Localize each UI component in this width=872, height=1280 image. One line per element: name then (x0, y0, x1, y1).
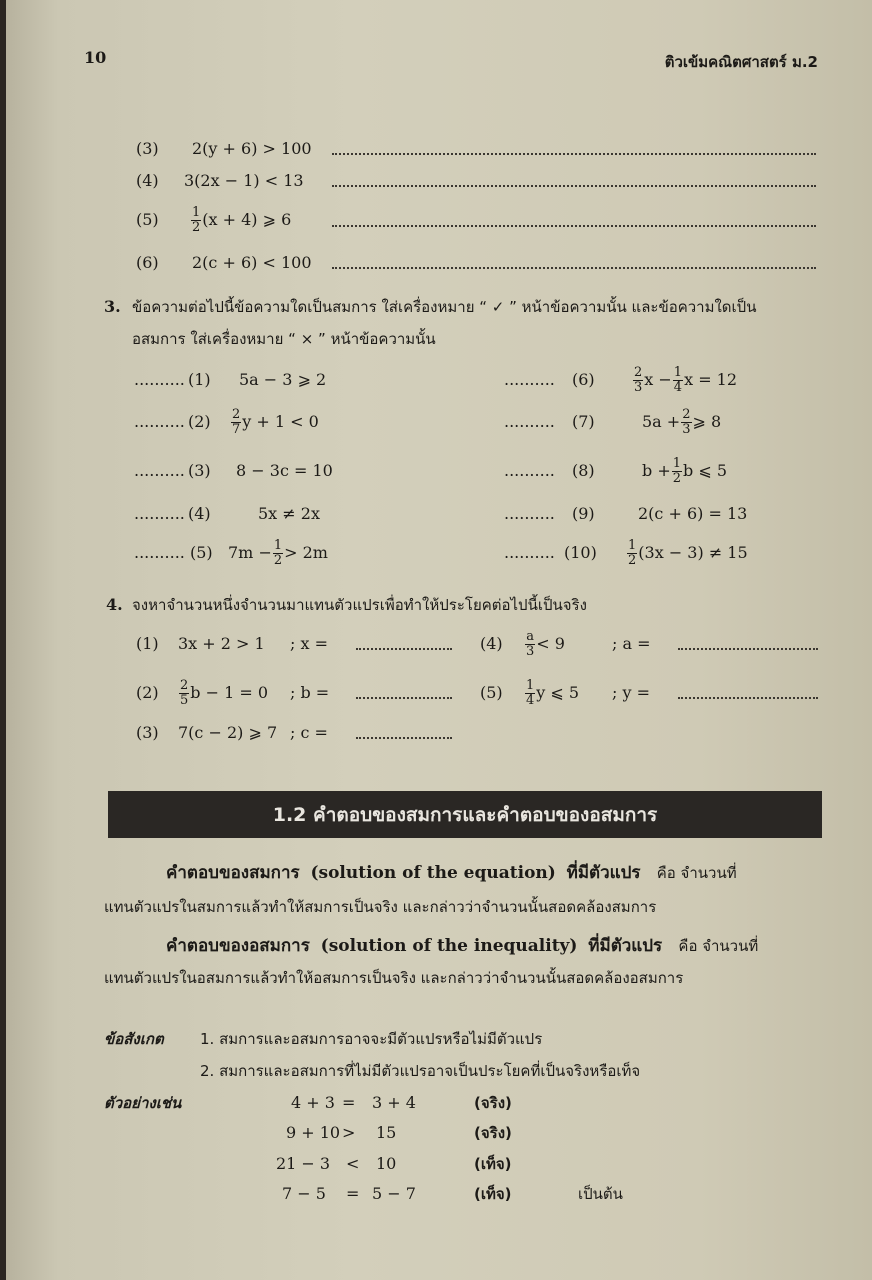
item-label: (2) (188, 412, 211, 431)
textbook-page (6, 0, 872, 1280)
example-verdict: (เท็จ) (474, 1185, 512, 1203)
example-rhs: 15 (376, 1123, 397, 1142)
math-expression: 5a + $\frac{2}{3}$ ⩾ 8 (642, 407, 722, 437)
definition-qualifier: ที่มีตัวแปร (588, 936, 663, 956)
answer-line (678, 648, 818, 650)
math-expression: 2(c + 6) < 100 (192, 253, 312, 272)
answer-line (332, 185, 816, 187)
math-expression: $\frac{2}{5}$ b − 1 = 0 (180, 678, 269, 708)
example-rhs: 3 + 4 (372, 1093, 416, 1112)
math-expression: $\frac{2}{7}$ y + 1 < 0 (232, 407, 319, 437)
example-operator: = (342, 1093, 356, 1112)
item-label: (3) (188, 461, 211, 480)
answer-blank: .......... (134, 412, 185, 431)
item-label: (10) (564, 543, 597, 562)
math-expression: $\frac{2}{3}$ x − $\frac{1}{4}$ x = 12 (634, 365, 738, 395)
definition-line (166, 936, 758, 956)
answer-line (332, 267, 816, 269)
example-rhs: 5 − 7 (372, 1184, 416, 1203)
example-operator: < (346, 1154, 360, 1173)
math-expression: $\frac{1}{4}$ y ⩽ 5 (526, 678, 580, 708)
question-text: จงหาจำนวนหนึ่งจำนวนมาแทนตัวแปรเพื่อทำให้ประโยคต่อไปนี้เป็นจริง (132, 596, 587, 614)
answer-line (356, 648, 452, 650)
math-expression: $\frac{1}{2}$ (x + 4) ⩾ 6 (192, 205, 292, 235)
item-label: (4) (188, 504, 211, 523)
definition-line (166, 863, 737, 883)
question-number: 4. (106, 595, 123, 614)
notes-label: ข้อสังเกต (104, 1030, 164, 1048)
book-title: ติวเข้มคณิตศาสตร์ ม.2 (664, 53, 818, 71)
example-lhs: 7 − 5 (282, 1184, 326, 1203)
variable-prompt: ; c = (290, 723, 328, 742)
definition-qualifier: ที่มีตัวแปร (566, 863, 641, 883)
fraction: $\frac{2}{3}$ (634, 365, 643, 395)
example-lhs: 21 − 3 (275, 1154, 331, 1173)
math-expression: $\frac{a}{3}$ < 9 (526, 629, 565, 659)
answer-line (332, 153, 816, 155)
answer-blank: .......... (504, 412, 555, 431)
answer-blank: .......... (134, 543, 185, 562)
definition-text: คือ จำนวนที่ (678, 937, 759, 955)
item-label: (3) (136, 723, 159, 742)
fraction: $\frac{2}{7}$ (232, 407, 241, 437)
example-verdict: (จริง) (474, 1124, 512, 1142)
item-label: (5) (190, 543, 213, 562)
math-expression: 2(y + 6) > 100 (192, 139, 312, 158)
item-label: (2) (136, 683, 159, 702)
example-lhs: 4 + 3 (291, 1093, 335, 1112)
definition-text: คือ จำนวนที่ (656, 864, 737, 882)
fraction: $\frac{a}{3}$ (526, 629, 535, 659)
answer-blank: .......... (504, 543, 555, 562)
answer-blank: .......... (504, 504, 555, 523)
math-expression: 8 − 3c = 10 (236, 461, 333, 480)
example-etc: เป็นต้น (578, 1185, 623, 1203)
item-label: (1) (136, 634, 159, 653)
fraction: $\frac{1}{2}$ (672, 456, 682, 486)
math-expression: 7(c − 2) ⩾ 7 (178, 723, 278, 742)
math-expression: 3(2x − 1) < 13 (184, 171, 304, 190)
math-expression: b + $\frac{1}{2}$ b ⩽ 5 (642, 456, 728, 486)
definition-english: (solution of the inequality) (320, 936, 578, 956)
item-label: (6) (136, 253, 159, 272)
item-label: (9) (572, 504, 595, 523)
page-number: 10 (84, 48, 107, 67)
item-label: (5) (136, 210, 159, 229)
item-label: (4) (136, 171, 159, 190)
note-item: 1. สมการและอสมการอาจจะมีตัวแปรหรือไม่มีตัวแปร (200, 1030, 543, 1048)
fraction: $\frac{2}{5}$ (180, 678, 189, 708)
section-heading: 1.2 คำตอบของสมการและคำตอบของอสมการ (108, 791, 822, 838)
fraction: $\frac{1}{2}$ (192, 205, 201, 235)
answer-line (356, 697, 452, 699)
item-label: (5) (480, 683, 503, 702)
fraction: $\frac{2}{3}$ (682, 407, 691, 437)
fraction: $\frac{1}{2}$ (273, 538, 283, 568)
examples-label: ตัวอย่างเช่น (104, 1094, 182, 1112)
definition-term: คำตอบของสมการ (166, 863, 300, 883)
math-expression: 2(c + 6) = 13 (638, 504, 748, 523)
definition-term: คำตอบของอสมการ (166, 936, 310, 956)
fraction: $\frac{1}{2}$ (628, 538, 637, 568)
answer-blank: .......... (504, 370, 555, 389)
example-rhs: 10 (376, 1154, 397, 1173)
answer-blank: .......... (504, 461, 555, 480)
example-lhs: 9 + 10 (285, 1123, 341, 1142)
math-expression: $\frac{1}{2}$ (3x − 3) ≠ 15 (628, 538, 748, 568)
math-expression: 5a − 3 ⩾ 2 (239, 370, 327, 389)
answer-line (678, 697, 818, 699)
item-label: (8) (572, 461, 595, 480)
question-number: 3. (104, 297, 121, 316)
item-label: (1) (188, 370, 211, 389)
answer-blank: .......... (134, 504, 185, 523)
definition-text: แทนตัวแปรในสมการแล้วทำให้สมการเป็นจริง และกล่าวว่าจำนวนนั้นสอดคล้องสมการ (104, 898, 657, 916)
answer-blank: .......... (134, 370, 185, 389)
math-expression: 3x + 2 > 1 (178, 634, 265, 653)
example-operator: > (342, 1123, 356, 1142)
item-label: (4) (480, 634, 503, 653)
variable-prompt: ; x = (290, 634, 328, 653)
math-expression: 7m − $\frac{1}{2}$ > 2m (228, 538, 328, 568)
definition-english: (solution of the equation) (310, 863, 556, 883)
answer-blank: .......... (134, 461, 185, 480)
definition-text: แทนตัวแปรในอสมการแล้วทำให้อสมการเป็นจริง และกล่าวว่าจำนวนนั้นสอดคล้องอสมการ (104, 969, 684, 987)
variable-prompt: ; y = (612, 683, 651, 702)
question-text: ข้อความต่อไปนี้ข้อความใดเป็นสมการ ใส่เครื่องหมาย “ ✓ ” หน้าข้อความนั้น และข้อความใดเป็น (132, 298, 757, 316)
math-expression: 5x ≠ 2x (258, 504, 320, 523)
answer-line (356, 737, 452, 739)
note-item: 2. สมการและอสมการที่ไม่มีตัวแปรอาจเป็นประโยคที่เป็นจริงหรือเท็จ (200, 1062, 641, 1080)
item-label: (6) (572, 370, 595, 389)
variable-prompt: ; a = (612, 634, 651, 653)
example-verdict: (เท็จ) (474, 1155, 512, 1173)
variable-prompt: ; b = (290, 683, 330, 702)
fraction: $\frac{1}{4}$ (526, 678, 535, 708)
item-label: (3) (136, 139, 159, 158)
question-text: อสมการ ใส่เครื่องหมาย “ × ” หน้าข้อความนั้น (132, 330, 436, 348)
example-verdict: (จริง) (474, 1094, 512, 1112)
answer-line (332, 225, 816, 227)
fraction: $\frac{1}{4}$ (673, 365, 683, 395)
example-operator: = (346, 1184, 360, 1203)
item-label: (7) (572, 412, 595, 431)
